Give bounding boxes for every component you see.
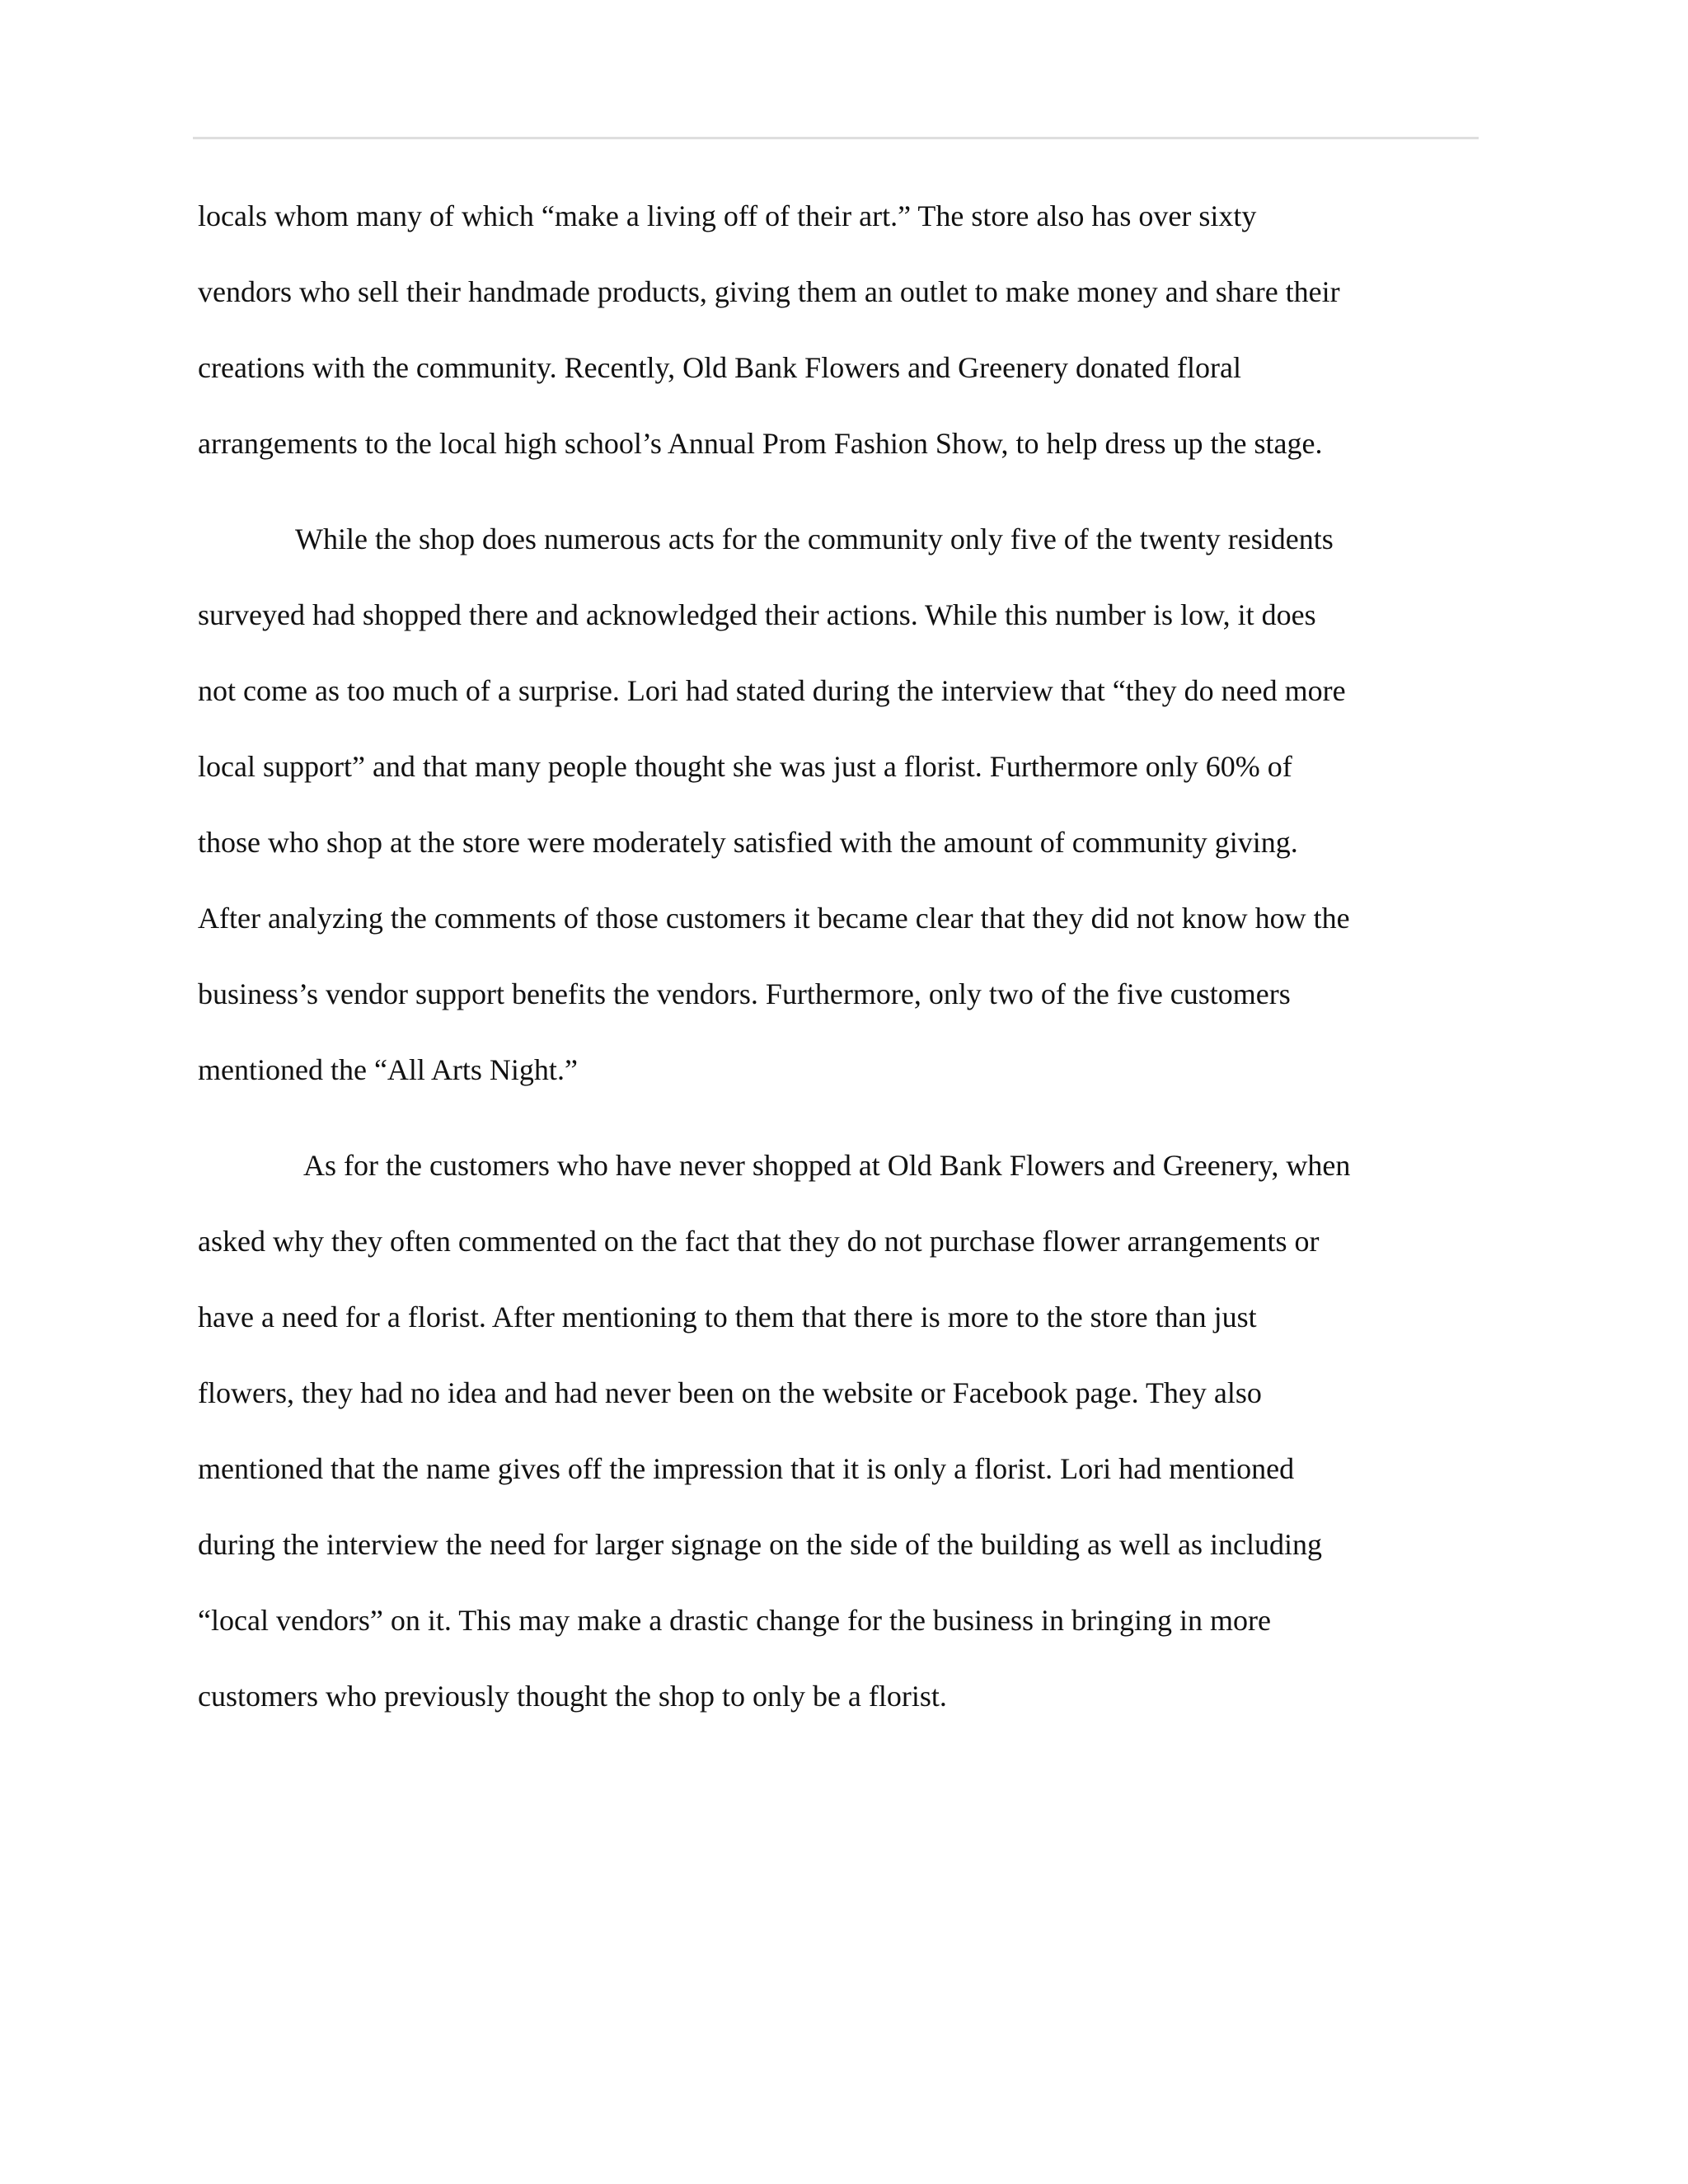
paragraph-2-line-8: mentioned the “All Arts Night.” <box>198 1053 578 1086</box>
paragraph-2-line-5: those who shop at the store were moderately satisfied with the amount of community giving. <box>198 826 1298 859</box>
paragraph-3-line-1: As for the customers who have never shopped at Old Bank Flowers and Greenery, when <box>303 1149 1351 1182</box>
paragraph-3-line-2: asked why they often commented on the fact that they do not purchase flower arrangements or <box>198 1225 1320 1258</box>
paragraph-2-line-6: After analyzing the comments of those customers it became clear that they did not know how the <box>198 902 1350 935</box>
paragraph-1-line-2: vendors who sell their handmade products, giving them an outlet to make money and share their <box>198 275 1340 308</box>
paragraph-1-line-1: locals whom many of which “make a living off of their art.” The store also has over sixty <box>198 199 1257 232</box>
paragraph-3-line-7: “local vendors” on it. This may make a drastic change for the business in bringing in more <box>198 1604 1271 1637</box>
paragraph-3-line-5: mentioned that the name gives off the impression that it is only a florist. Lori had mentioned <box>198 1452 1295 1485</box>
paragraph-3-line-4: flowers, they had no idea and had never been on the website or Facebook page. They also <box>198 1376 1262 1409</box>
paragraph-2-line-3: not come as too much of a surprise. Lori had stated during the interview that “they do need more <box>198 674 1346 707</box>
paragraph-2-line-7: business’s vendor support benefits the vendors. Furthermore, only two of the five customers <box>198 977 1291 1010</box>
paragraph-3-line-6: during the interview the need for larger signage on the side of the building as well as including <box>198 1528 1322 1561</box>
paragraph-1-line-3: creations with the community. Recently, Old Bank Flowers and Greenery donated floral <box>198 351 1241 384</box>
paragraph-2-line-2: surveyed had shopped there and acknowledged their actions. While this number is low, it does <box>198 598 1316 631</box>
header-rule <box>193 137 1479 139</box>
paragraph-2-line-4: local support” and that many people thought she was just a florist. Furthermore only 60% of <box>198 750 1292 783</box>
paragraph-3-line-3: have a need for a florist. After mentioning to them that there is more to the store than just <box>198 1301 1257 1333</box>
paragraph-3-line-8: customers who previously thought the shop to only be a florist. <box>198 1680 947 1713</box>
paragraph-2-line-1: While the shop does numerous acts for the community only five of the twenty residents <box>295 523 1334 555</box>
paragraph-1-line-4: arrangements to the local high school’s Annual Prom Fashion Show, to help dress up the stage. <box>198 427 1323 460</box>
